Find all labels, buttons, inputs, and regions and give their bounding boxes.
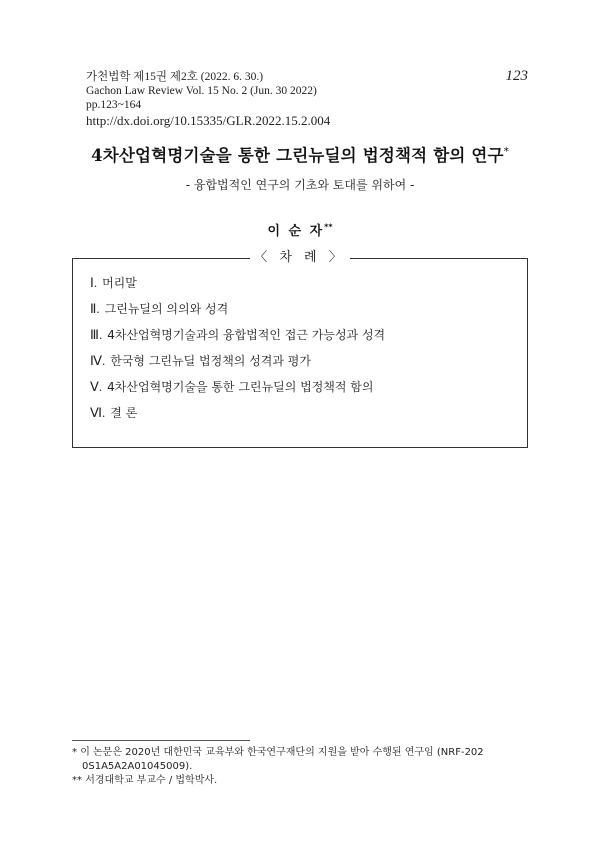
page-number: 123 <box>505 68 528 84</box>
journal-issue-en: Gachon Law Review Vol. 15 No. 2 (Jun. 30 2022) <box>86 85 317 97</box>
journal-issue-kr: 가천법학 제15권 제2호 (2022. 6. 30.) <box>86 71 264 83</box>
toc-item-number: Ⅵ. <box>90 405 106 420</box>
toc-heading <box>0 246 600 265</box>
toc-item-label: 머리말 <box>102 276 137 290</box>
journal-header <box>86 70 330 129</box>
page-range: pp.123~164 <box>86 99 142 111</box>
paper-title-text: 4차산업혁명기술을 통한 그린뉴딜의 법정책적 함의 연구 <box>91 146 504 165</box>
paper-subtitle: - 융합법적인 연구의 기초와 토대를 위하여 - <box>185 178 415 192</box>
toc-item-label: 그린뉴딜의 의의와 성격 <box>104 302 229 316</box>
footnote-mark: * <box>72 747 77 758</box>
footnote-text: 서경대학교 부교수 / 법학박사. <box>85 775 218 786</box>
toc-item-number: Ⅲ. <box>90 327 103 342</box>
footnote-funding <box>72 746 528 760</box>
footnote-mark: ** <box>72 775 82 786</box>
toc-item[interactable] <box>90 406 385 432</box>
toc-item[interactable] <box>90 328 385 354</box>
toc-list <box>90 276 385 432</box>
author-name <box>0 220 600 239</box>
toc-item-label: 결 론 <box>110 406 138 420</box>
toc-item-label: 4차산업혁명기술과의 융합법적인 접근 가능성과 성격 <box>107 328 386 342</box>
toc-item-number: Ⅴ. <box>90 379 103 394</box>
toc-item[interactable] <box>90 380 385 406</box>
toc-heading-text: 〈 차 례 〉 <box>250 250 350 265</box>
toc-item[interactable] <box>90 302 385 328</box>
toc-item-label: 한국형 그린뉴딜 법정책의 성격과 평가 <box>110 354 311 368</box>
toc-item-number: Ⅰ. <box>90 275 98 290</box>
toc-item-number: Ⅱ. <box>90 301 100 316</box>
toc-item[interactable] <box>90 354 385 380</box>
footnote-funding-continued: 0S1A5A2A01045009). <box>82 761 193 772</box>
toc-item-label: 4차산업혁명기술을 통한 그린뉴딜의 법정책적 함의 <box>107 380 374 394</box>
footnote-text: 이 논문은 2020년 대한민국 교육부와 한국연구재단의 지원을 받아 수행된 연구임 (NRF-202 <box>80 747 484 758</box>
author-name-text: 이 순 자 <box>267 224 325 239</box>
doi-link[interactable]: http://dx.doi.org/10.15335/GLR.2022.15.2.004 <box>86 113 331 128</box>
title-footnote-mark: * <box>503 146 509 158</box>
footnotes <box>72 746 528 788</box>
author-footnote-mark: ** <box>324 222 333 232</box>
toc-item-number: Ⅳ. <box>90 353 106 368</box>
footnote-affiliation <box>72 774 528 788</box>
toc-item[interactable] <box>90 276 385 302</box>
footnote-separator <box>72 740 250 741</box>
paper-title <box>0 142 600 166</box>
